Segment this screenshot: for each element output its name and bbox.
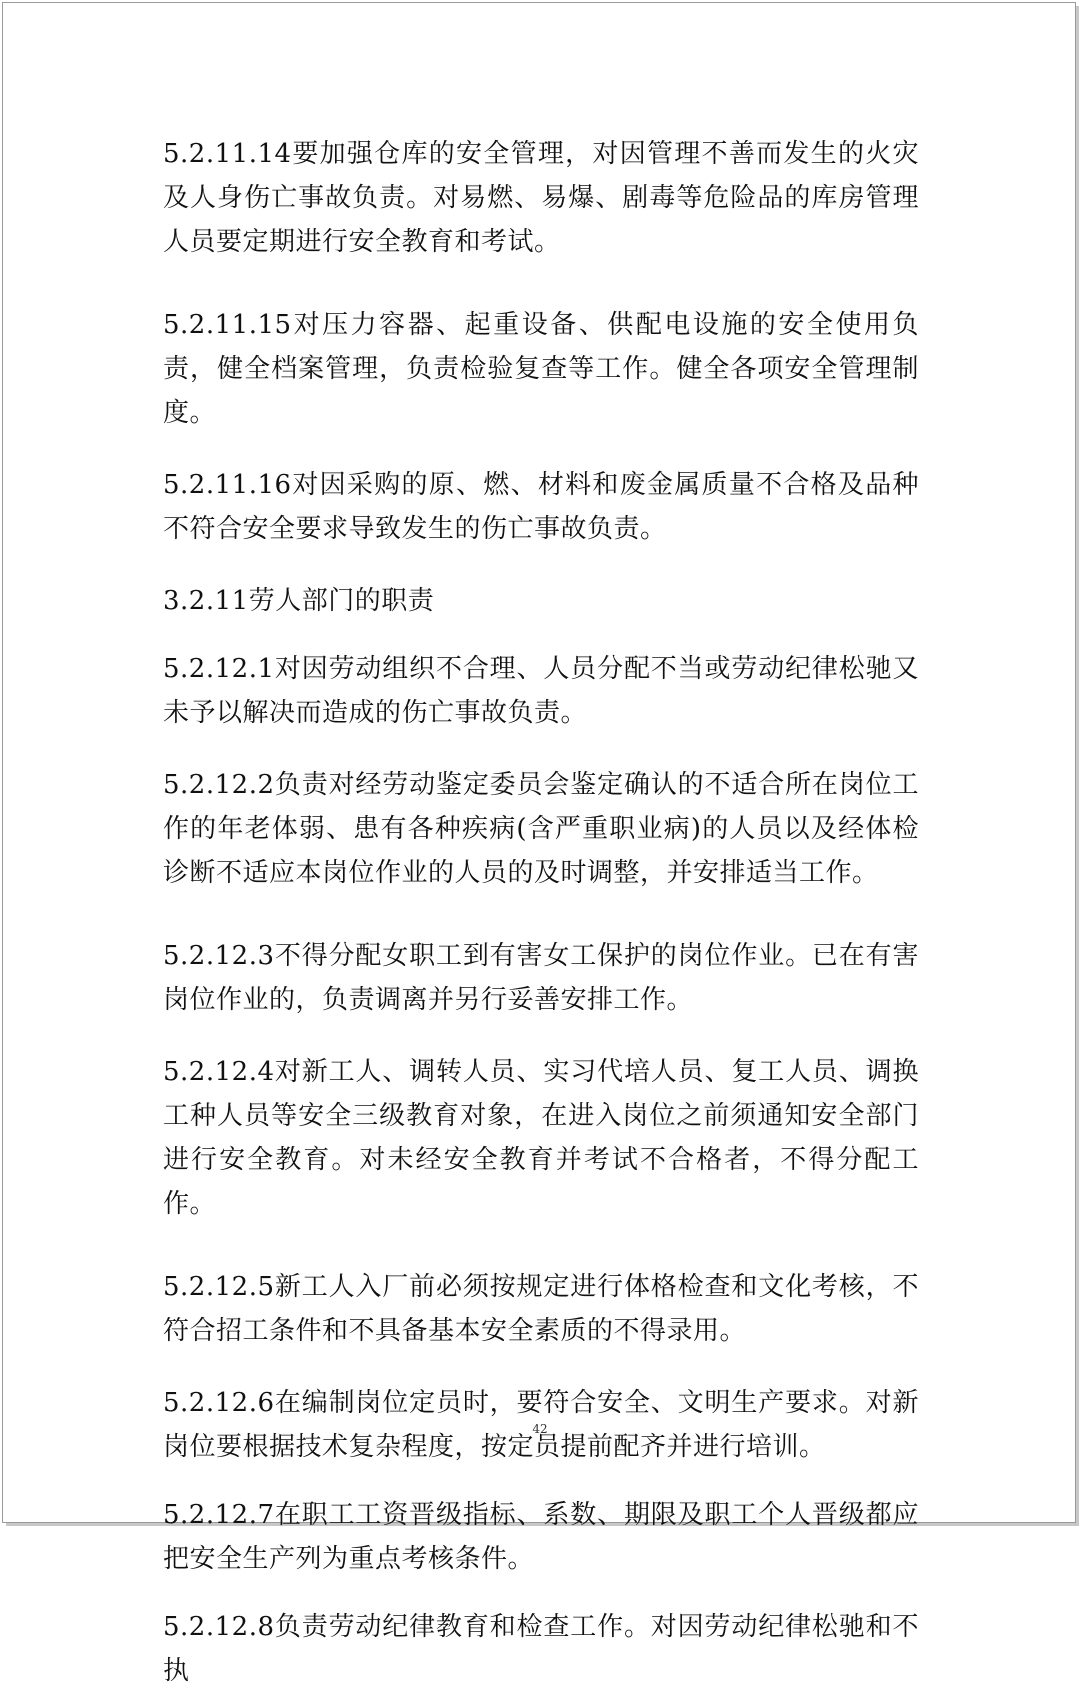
clause-5-2-12-5: 5.2.12.5新工人入厂前必须按规定进行体格检查和文化考核，不符合招工条件和不具备基本安全素质的不得录用。 xyxy=(163,1272,919,1346)
clause-5-2-12-7: 5.2.12.7在职工工资晋级指标、系数、期限及职工个人晋级都应把安全生产列为重点考核条件。 xyxy=(163,1500,919,1574)
clause-5-2-12-3: 5.2.12.3不得分配女职工到有害女工保护的岗位作业。已在有害岗位作业的，负责调离并另行妥善安排工作。 xyxy=(163,941,919,1015)
clause-5-2-11-16: 5.2.11.16对因采购的原、燃、材料和废金属质量不合格及品种不符合安全要求导致发生的伤亡事故负责。 xyxy=(163,470,919,544)
clause-5-2-12-4: 5.2.12.4对新工人、调转人员、实习代培人员、复工人员、调换工种人员等安全三级教育对象，在进入岗位之前须通知安全部门进行安全教育。对未经安全教育并考试不合格者，不得分配工作。 xyxy=(163,1057,919,1219)
clause-5-2-12-2: 5.2.12.2负责对经劳动鉴定委员会鉴定确认的不适合所在岗位工作的年老体弱、患有各种疾病(含严重职业病)的人员以及经体检诊断不适应本岗位作业的人员的及时调整，并安排适当工作。 xyxy=(163,770,919,888)
clause-5-2-11-14: 5.2.11.14要加强仓库的安全管理，对因管理不善而发生的火灾及人身伤亡事故负责。对易燃、易爆、剧毒等危险品的库房管理人员要定期进行安全教育和考试。 xyxy=(163,139,919,257)
page-shadow-right xyxy=(1076,6,1079,1526)
page-content xyxy=(163,132,919,1693)
section-heading-3-2-11: 3.2.11劳人部门的职责 xyxy=(163,586,435,616)
clause-5-2-12-6: 5.2.12.6在编制岗位定员时，要符合安全、文明生产要求。对新岗位要根据技术复杂程度，按定员提前配齐并进行培训。 xyxy=(163,1388,919,1462)
clause-5-2-12-1: 5.2.12.1对因劳动组织不合理、人员分配不当或劳动纪律松驰又未予以解决而造成的伤亡事故负责。 xyxy=(163,654,919,728)
clause-5-2-11-15: 5.2.11.15对压力容器、起重设备、供配电设施的安全使用负责，健全档案管理，负责检验复查等工作。健全各项安全管理制度。 xyxy=(163,310,919,428)
clause-5-2-12-8: 5.2.12.8负责劳动纪律教育和检查工作。对因劳动纪律松驰和不执 xyxy=(163,1612,919,1686)
page-number: 42 xyxy=(532,1422,548,1436)
